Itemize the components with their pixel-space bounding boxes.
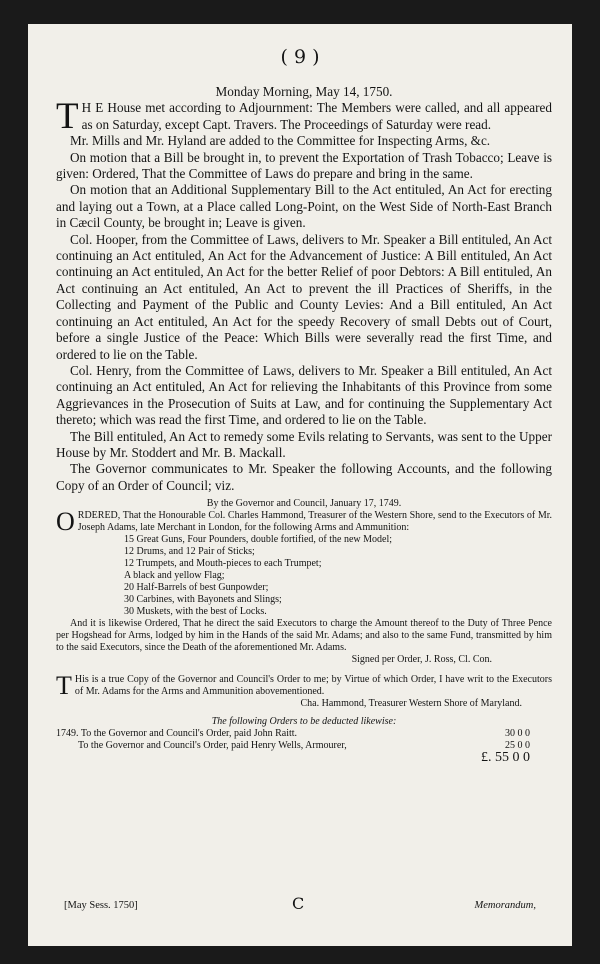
council-order: [56, 498, 552, 764]
list-item: A black and yellow Flag;: [124, 570, 225, 582]
list-item: 12 Drums, and 12 Pair of Sticks;: [124, 546, 255, 558]
order-signature: Signed per Order, J. Ross, Cl. Con.: [351, 654, 492, 666]
page-number: ( 9 ): [280, 46, 320, 68]
paragraph-6: Col. Henry, from the Committee of Laws, delivers to Mr. Speaker a Bill entituled, An Act continuing an Act entituled, An Act for relieving the Inhabitants of this Province from some Aggrievances in the Prosecution of Suits at Law, and for continuing the Supplementary Act thereto; which was read the first Time, and ordered to lie on the Table.: [56, 362, 552, 428]
copy-text: T His is a true Copy of the Governor and Council's Order to me; by Virtue of which Order, I have writ to the Executors of Mr. Adams for the Arms and Ammunition abovementioned.: [56, 671, 552, 701]
account-amount: 30 0 0: [505, 728, 530, 740]
footer-session: [May Sess. 1750]: [64, 900, 138, 911]
orders-heading: The following Orders to be deducted likewise:: [211, 716, 397, 728]
footer-catchword: Memorandum,: [474, 900, 536, 911]
paragraph-7: The Bill entituled, An Act to remedy some Evils relating to Servants, was sent to the Upper House by Mr. Stoddert and Mr. B. Mackall.: [56, 428, 552, 460]
account-label: 1749. To the Governor and Council's Order, paid John Raitt.: [56, 728, 298, 740]
paragraph-1: T H E House met according to Adjournment: The Members were called, and all appeared as on Saturday, except Capt. Travers. The Proceedings of Saturday were read.: [56, 96, 552, 138]
account-amount: 25 0 0: [505, 740, 530, 752]
copy-signature: Cha. Hammond, Treasurer Western Shore of Maryland.: [300, 698, 522, 710]
paragraph-4: On motion that an Additional Supplementary Bill to the Act entituled, An Act for erecting and laying out a Town, at a Place called Long-Point, on the West Side of North-East Branch in Cæcil County, be brought in; Leave is given.: [56, 182, 552, 231]
paragraph-8: The Governor communicates to Mr. Speaker the following Accounts, and the following Copy of an Order of Council; viz.: [56, 461, 552, 493]
signature-mark: C: [292, 894, 305, 913]
order-heading: By the Governor and Council, January 17, 1749.: [206, 498, 402, 510]
paragraph-2: Mr. Mills and Mr. Hyland are added to the Committee for Inspecting Arms, &c.: [70, 133, 491, 149]
total-amount: £. 55 0 0: [481, 750, 530, 766]
list-item: 30 Carbines, with Bayonets and Slings;: [124, 594, 282, 606]
list-item: 30 Muskets, with the best of Locks.: [124, 606, 267, 618]
order-text: ORDERED, That the Honourable Col. Charles Hammond, Treasurer of the Western Shore, send to the Executors of Mr. Joseph Adams, late Merchant in London, for the following Arms and Ammunition:: [56, 507, 552, 537]
date-line: Monday Morning, May 14, 1750.: [215, 84, 393, 99]
account-label: To the Governor and Council's Order, paid Henry Wells, Armourer,: [78, 740, 347, 752]
order-item-list: [124, 534, 552, 618]
document-body: [56, 84, 552, 764]
document-page: [28, 24, 572, 946]
drop-cap: T: [56, 96, 79, 138]
paragraph-3: On motion that a Bill be brought in, to prevent the Exportation of Trash Tobacco; Leave is given: Ordered, That the Committee of Laws do prepare and bring in the same.: [56, 149, 552, 182]
paragraph-5: Col. Hooper, from the Committee of Laws, delivers to Mr. Speaker a Bill entituled, An Act continuing an Act entituled, An Act for the Advancement of Justice: A Bill entituled, An Act continuing an Act entituled, An Act for the better Relief of poor Debtors: A Bill entituled, An Act continuing an Act entituled, An Act to prevent the ill Practices of Sheriffs, in the Collecting and Payment of the Public and County Levies: And a Bill entituled, An Act continuing an Act entituled, An Act for the speedy Recovery of small Debts out of Court, before a single Justice of the Peace: Which Bills were severally read the first Time, and ordered to lie on the Table.: [56, 231, 552, 362]
list-item: 12 Trumpets, and Mouth-pieces to each Trumpet;: [124, 558, 322, 570]
account-row: [56, 740, 552, 752]
copy-drop-cap: T: [56, 671, 72, 701]
list-item: 15 Great Guns, Four Pounders, double fortified, of the new Model;: [124, 534, 393, 546]
order-further: And it is likewise Ordered, That he direct the said Executors to charge the Amount thereof to the Duty of Three Pence per Hogshead for Arms, lodged by him in the Hands of the said Mr. Adams; and also to the same Fund, transmitted by him to the said Executors, since the Death of the aforementioned Mr. Adams.: [56, 618, 552, 654]
account-row: [56, 728, 552, 740]
order-drop-cap: O: [56, 507, 75, 537]
list-item: 20 Half-Barrels of best Gunpowder;: [124, 582, 269, 594]
